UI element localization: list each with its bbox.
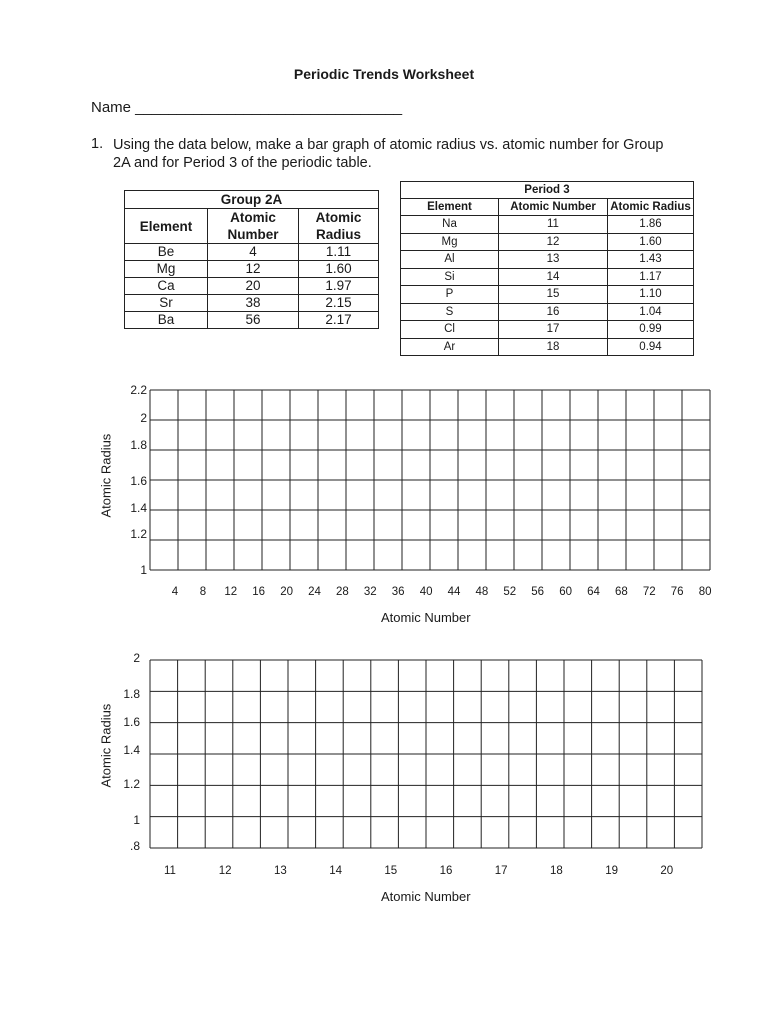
chart1-x-tick-label: 76 [670,586,684,598]
group2a-cell-element: Ba [125,312,208,329]
chart2-x-tick-label: 18 [549,865,563,877]
chart1-x-tick-label: 28 [335,586,349,598]
chart2-x-tick-label: 13 [273,865,287,877]
chart2-y-axis-label: Atomic Radius [98,703,114,788]
chart1-x-tick-label: 56 [531,586,545,598]
chart2-y-tick-label: 1.2 [123,777,140,791]
period3-cell-atomic-radius: 1.10 [608,286,694,304]
period3-cell-element: S [401,303,499,321]
period3-cell-atomic-radius: 1.04 [608,303,694,321]
chart1-x-tick-label: 4 [171,586,179,598]
period3-cell-element: Na [401,216,499,234]
period3-cell-atomic-radius: 1.17 [608,268,694,286]
period3-cell-atomic-number: 15 [499,286,608,304]
period3-cell-element: P [401,286,499,304]
chart1-y-tick-label: 1.8 [130,438,147,452]
chart1-y-tick-label: 1.6 [130,474,147,488]
group2a-cell-atomic-number: 12 [208,261,299,278]
period3-cell-atomic-radius: 1.43 [608,251,694,269]
chart1-x-tick-label: 40 [419,586,433,598]
period3-cell-atomic-number: 11 [499,216,608,234]
period3-cell-atomic-radius: 1.86 [608,216,694,234]
period3-cell-element: Si [401,268,499,286]
period3-cell-element: Ar [401,338,499,356]
chart1-x-tick-label: 68 [614,586,628,598]
group2a-cell-atomic-radius: 1.11 [299,244,379,261]
chart1-x-tick-label: 12 [224,586,238,598]
chart1-x-tick-label: 8 [199,586,207,598]
chart2-x-axis-label: Atomic Number [381,889,471,904]
chart2-y-tick-label: 1.8 [123,687,140,701]
period3-header-element: Element [401,199,499,216]
group2a-cell-atomic-number: 20 [208,278,299,295]
period3-cell-atomic-number: 16 [499,303,608,321]
chart2-x-tick-label: 14 [329,865,342,877]
group2a-header-atomic-radius: Atomic Radius [299,209,379,244]
chart1-x-axis-label: Atomic Number [381,610,471,625]
period3-cell-element: Al [401,251,499,269]
chart1-x-tick-label: 44 [447,586,461,598]
group2a-header-element: Element [125,209,208,244]
chart1-x-tick-label: 48 [475,586,489,598]
group2a-cell-atomic-number: 56 [208,312,299,329]
chart2-x-tick-label: 17 [494,865,508,877]
chart1-x-tick-label: 80 [698,586,712,598]
period3-cell-atomic-number: 12 [499,233,608,251]
group2a-title: Group 2A [125,191,379,209]
period3-title: Period 3 [401,182,694,199]
chart1-x-tick-label: 16 [252,586,266,598]
period3-header-atomic-number: Atomic Number [499,199,608,216]
chart1-y-tick-label: 2 [140,411,147,425]
chart1-x-tick-label: 32 [363,586,377,598]
worksheet-title: Periodic Trends Worksheet [293,66,475,82]
chart1-y-tick-label: 1.2 [130,527,147,541]
period3-cell-atomic-number: 17 [499,321,608,339]
chart2-x-tick-label: 20 [660,865,674,877]
chart2-x-tick-label: 19 [605,865,618,877]
chart1-x-tick-label: 20 [280,586,293,598]
chart1-y-tick-label: 1 [140,563,147,577]
period3-cell-atomic-radius: 1.60 [608,233,694,251]
chart2-y-tick-label: 1 [133,813,140,827]
group2a-header-atomic-number: Atomic Number [208,209,299,244]
group2a-cell-atomic-radius: 1.60 [299,261,379,278]
chart2-x-tick-label: 16 [439,865,453,877]
chart2-y-tick-label: 1.4 [123,743,140,757]
chart1-x-tick-label: 52 [503,586,517,598]
group2a-cell-element: Sr [125,295,208,312]
chart1-x-tick-label: 24 [308,586,321,598]
period3-cell-atomic-number: 18 [499,338,608,356]
chart1-x-tick-label: 36 [391,586,405,598]
chart1-x-tick-label: 64 [587,586,600,598]
period3-header-atomic-radius: Atomic Radius [608,199,694,216]
question-number: 1. [91,136,104,152]
question-text: Using the data below, make a bar graph of atomic radius vs. atomic number for Group 2A and for Period 3 of the periodic table. [113,137,664,171]
group2a-cell-element: Mg [125,261,208,278]
group2a-cell-atomic-radius: 2.15 [299,295,379,312]
group2a-cell-atomic-radius: 2.17 [299,312,379,329]
period3-cell-atomic-number: 13 [499,251,608,269]
chart1-x-tick-label: 72 [642,586,656,598]
chart2-y-tick-label: 1.6 [123,715,140,729]
group2a-cell-atomic-radius: 1.97 [299,278,379,295]
period3-cell-atomic-radius: 0.99 [608,321,694,339]
chart2-y-tick-label: .8 [129,839,140,853]
group2a-cell-element: Ca [125,278,208,295]
chart1-y-tick-label: 1.4 [130,501,147,515]
group2a-cell-atomic-number: 4 [208,244,299,261]
group2a-cell-atomic-number: 38 [208,295,299,312]
name-field[interactable]: Name ________________________________ [91,99,403,116]
chart2-x-tick-label: 15 [384,865,398,877]
chart2-x-tick-label: 12 [218,865,232,877]
chart1-y-tick-label: 2.2 [130,383,147,397]
period3-cell-atomic-number: 14 [499,268,608,286]
period3-cell-element: Mg [401,233,499,251]
chart2-y-tick-label: 2 [133,651,140,665]
group2a-cell-element: Be [125,244,208,261]
chart1-y-axis-label: Atomic Radius [98,433,114,518]
period3-cell-atomic-radius: 0.94 [608,338,694,356]
chart1-x-tick-label: 60 [559,586,572,598]
chart2-x-tick-label: 11 [164,865,176,877]
period3-cell-element: Cl [401,321,499,339]
